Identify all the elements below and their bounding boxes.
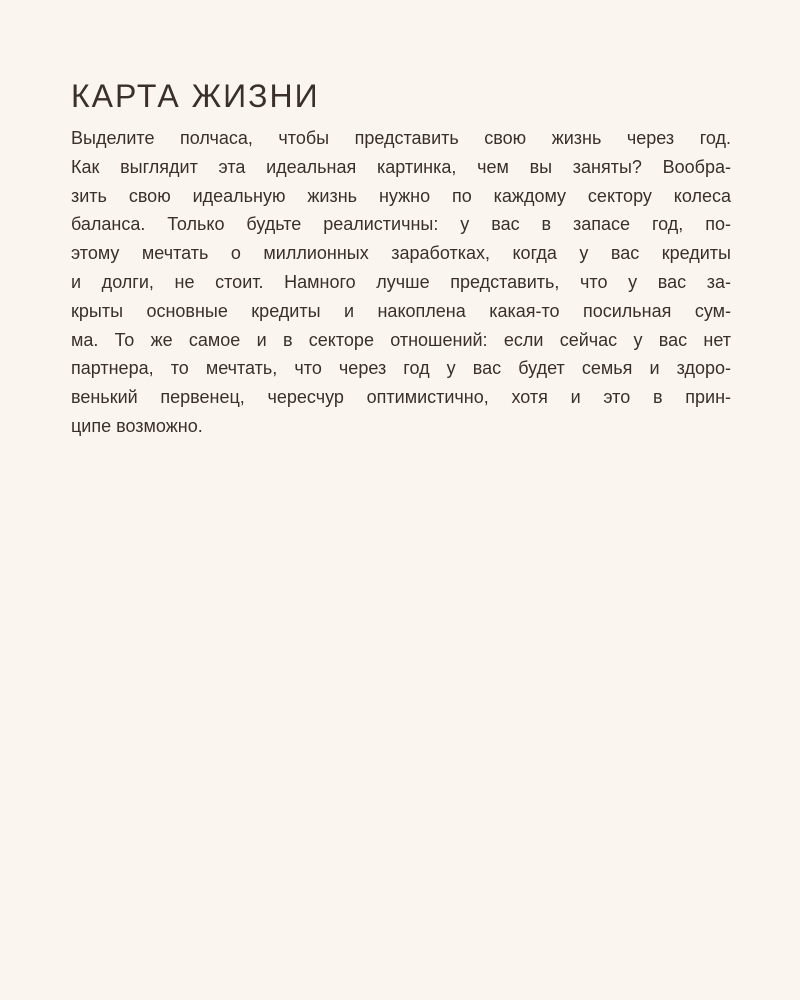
- page-title: КАРТА ЖИЗНИ: [71, 78, 320, 114]
- paragraph-line: крыты основные кредиты и накоплена какая-то посильная сум-: [71, 300, 731, 321]
- paragraph-line: партнера, то мечтать, что через год у вас будет семья и здоро-: [71, 358, 731, 379]
- paragraph-line: Как выглядит эта идеальная картинка, чем вы заняты? Вообра-: [71, 156, 731, 177]
- paragraph-line: этому мечтать о миллионных заработках, когда у вас кредиты: [71, 243, 731, 264]
- body-paragraph: [71, 124, 731, 441]
- paragraph-line: и долги, не стоит. Намного лучше представить, что у вас за-: [71, 271, 731, 292]
- paragraph-line: Выделите полчаса, чтобы представить свою жизнь через год.: [71, 128, 731, 148]
- paragraph-line: ципе возможно.: [71, 415, 203, 436]
- paragraph-line: ма. То же самое и в секторе отношений: если сейчас у вас нет: [71, 329, 731, 350]
- paragraph-line: зить свою идеальную жизнь нужно по каждому сектору колеса: [71, 185, 731, 206]
- paragraph-line: баланса. Только будьте реалистичны: у вас в запасе год, по-: [71, 214, 731, 235]
- paragraph-line: венький первенец, чересчур оптимистично, хотя и это в прин-: [71, 387, 731, 408]
